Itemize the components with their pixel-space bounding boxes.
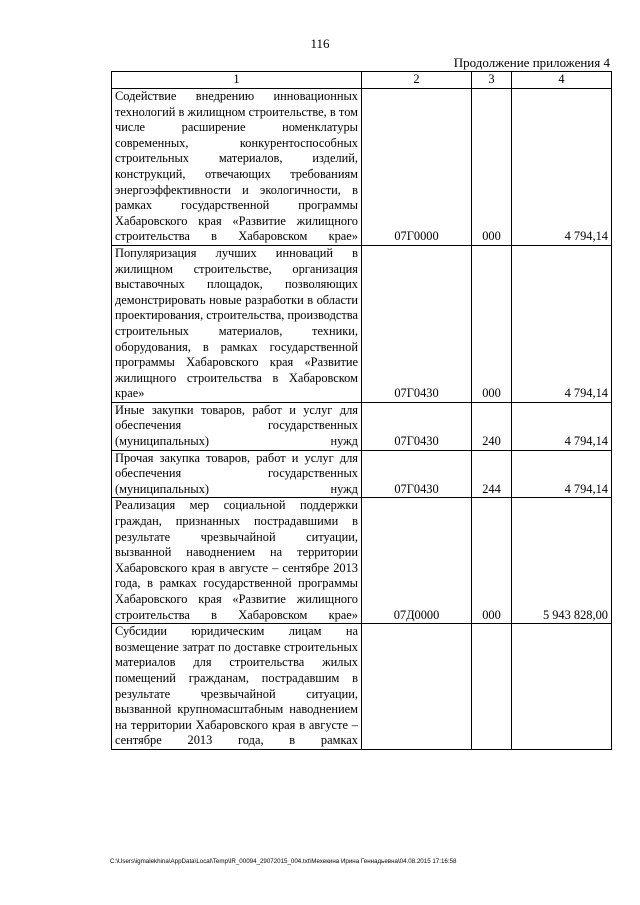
row-description: Содействие внедрению инновационных технологий в жилищном строительстве, в том числе расширение номенклатуры современных, конкурентоспособных строительных материалов, изделий, конструкций, отвечающих требованиям энергоэффективности и экологичности, в рамках государственной программы Хабаровского края «Развитие жилищного строительства в Хабаровском крае» bbox=[112, 89, 362, 246]
column-header-1: 1 bbox=[112, 72, 362, 89]
row-amount: 4 794,14 bbox=[512, 450, 612, 498]
row-amount: 4 794,14 bbox=[512, 245, 612, 402]
table-row bbox=[112, 402, 612, 450]
row-amount bbox=[512, 624, 612, 750]
row-expense-type: 000 bbox=[472, 245, 512, 402]
row-code: 07Г0430 bbox=[362, 402, 472, 450]
row-amount: 5 943 828,00 bbox=[512, 498, 612, 624]
footer-file-path: C:\Users\igmalekhina\AppData\Local\Temp\IR_00094_29072015_004.txt\Мехекина Ирина Геннадьевна\04.08.2015 17:16:58 bbox=[110, 858, 457, 865]
table-row bbox=[112, 498, 612, 624]
row-code: 07Г0430 bbox=[362, 245, 472, 402]
row-code bbox=[362, 624, 472, 750]
table-row bbox=[112, 624, 612, 750]
row-expense-type bbox=[472, 624, 512, 750]
column-header-2: 2 bbox=[362, 72, 472, 89]
table-row bbox=[112, 450, 612, 498]
page-number: 116 bbox=[310, 36, 330, 51]
row-description: Прочая закупка товаров, работ и услуг для обеспечения государственных (муниципальных) нужд bbox=[112, 450, 362, 498]
row-expense-type: 240 bbox=[472, 402, 512, 450]
row-code: 07Д0000 bbox=[362, 498, 472, 624]
table-row bbox=[112, 245, 612, 402]
column-header-3: 3 bbox=[472, 72, 512, 89]
row-description: Иные закупки товаров, работ и услуг для обеспечения государственных (муниципальных) нужд bbox=[112, 402, 362, 450]
row-expense-type: 244 bbox=[472, 450, 512, 498]
column-header-4: 4 bbox=[512, 72, 612, 89]
row-amount: 4 794,14 bbox=[512, 89, 612, 246]
row-code: 07Г0000 bbox=[362, 89, 472, 246]
row-description: Популяризация лучших инноваций в жилищном строительстве, организация выставочных площадок, позволяющих демонстрировать новые разработки в области проектирования, строительства, производства строительных материалов, техники, оборудования, в рамках государственной программы Хабаровского края «Развитие жилищного строительства в Хабаровском крае» bbox=[112, 245, 362, 402]
row-expense-type: 000 bbox=[472, 89, 512, 246]
budget-table bbox=[111, 71, 612, 750]
row-description: Субсидии юридическим лицам на возмещение затрат по доставке строительных материалов для строительства жилых помещений гражданам, пострадавшим в результате чрезвычайной ситуации, вызванной крупномасштабным наводнением на территории Хабаровского края в августе – сентябре 2013 года, в рамках bbox=[112, 624, 362, 750]
continuation-label: Продолжение приложения 4 bbox=[453, 55, 610, 70]
table-row bbox=[112, 89, 612, 246]
row-description: Реализация мер социальной поддержки граждан, признанных пострадавшими в результате чрезвычайной ситуации, вызванной наводнением на территории Хабаровского края в августе – сентябре 2013 года, в рамках государственной программы Хабаровского края «Развитие жилищного строительства в Хабаровском крае» bbox=[112, 498, 362, 624]
row-code: 07Г0430 bbox=[362, 450, 472, 498]
row-expense-type: 000 bbox=[472, 498, 512, 624]
row-amount: 4 794,14 bbox=[512, 402, 612, 450]
table-header-row bbox=[112, 72, 612, 89]
